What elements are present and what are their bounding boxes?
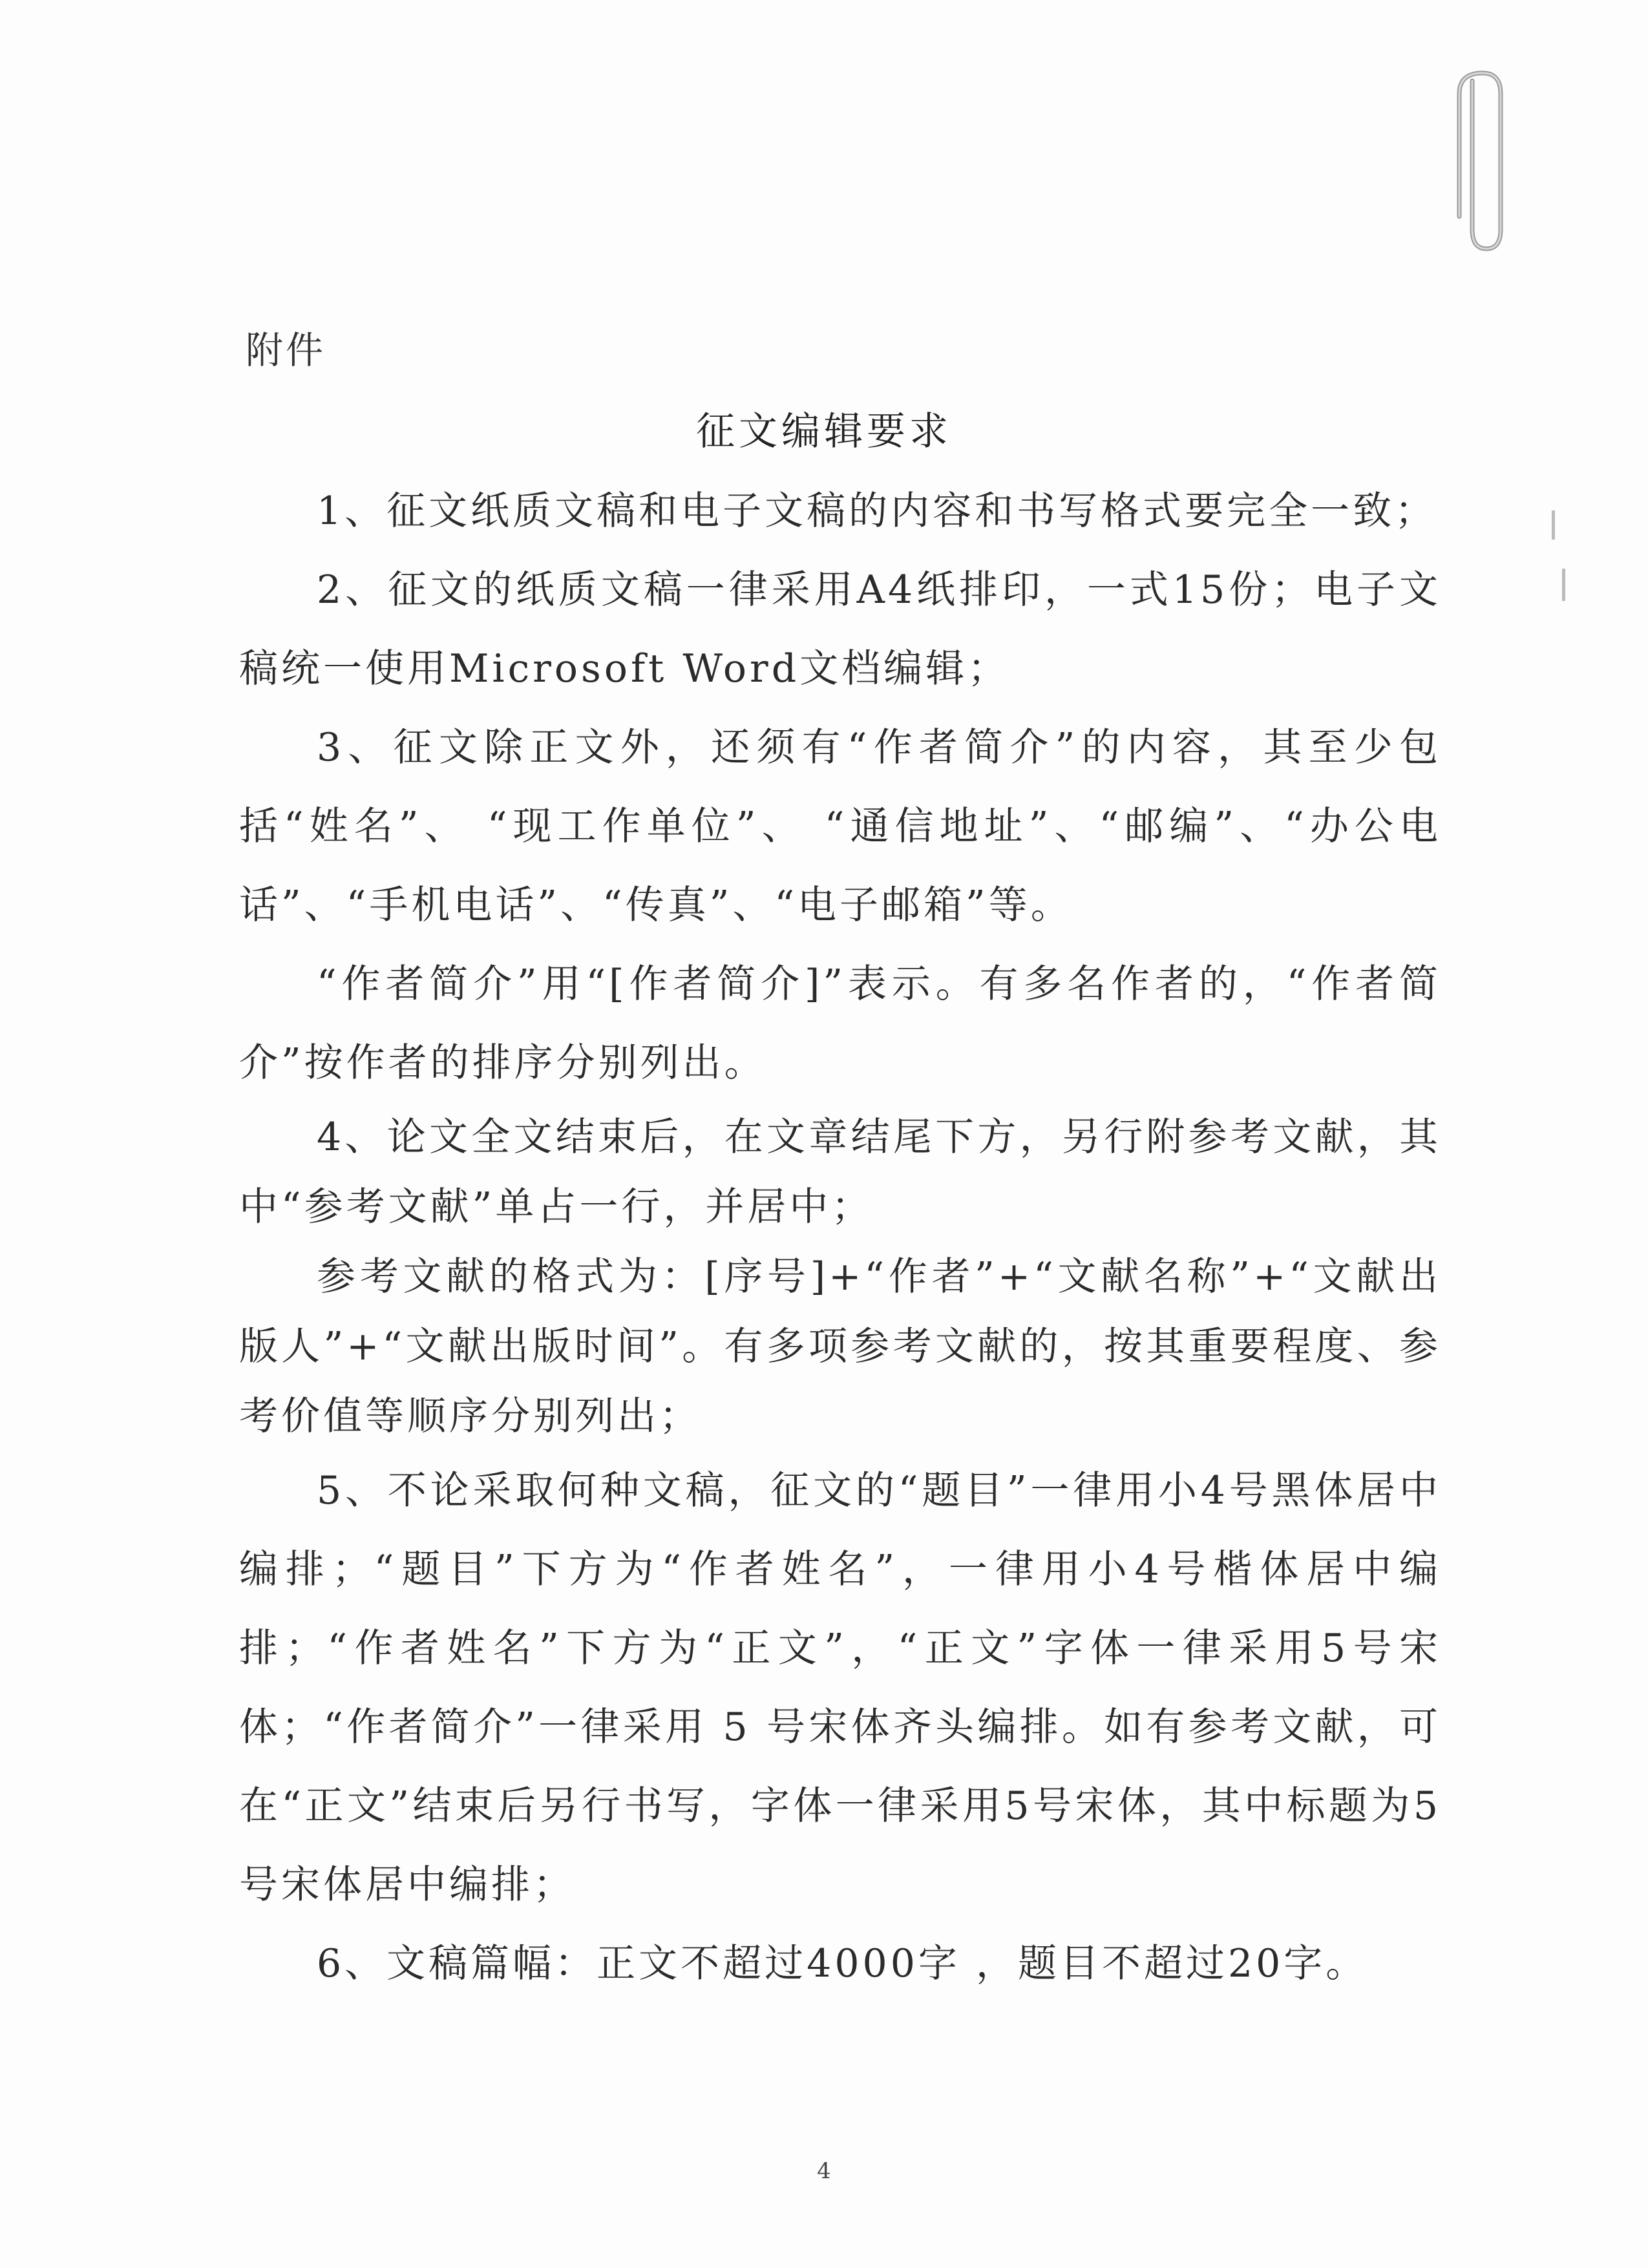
page-number: 4 [817, 2158, 831, 2184]
paragraph-5: 5、不论采取何种文稿，征文的“题目”一律用小4号黑体居中编排；“题目”下方为“作者姓名”，一律用小4号楷体居中编排；“作者姓名”下方为“正文”，“正文”字体一律采用5号宋体；“作者简介”一律采用 5 号宋体齐头编排。如有参考文献，可在“正文”结束后另行书写，字体一律采用5号宋体，其中标题为5号宋体居中编排； [239, 1468, 1441, 1907]
paperclip-icon [1446, 68, 1517, 255]
paragraph-1: 1、征文纸质文稿和电子文稿的内容和书写格式要完全一致； [317, 488, 1437, 534]
paragraph-3: 3、征文除正文外，还须有“作者简介”的内容，其至少包括“姓名”、 “现工作单位”、 “通信地址”、“邮编”、“办公电话”、“手机电话”、“传真”、“电子邮箱”等。 [239, 725, 1441, 928]
paragraph-reference-format: 参考文献的格式为：[序号]+“作者”+“文献名称”+“文献出版人”+“文献出版时间”。有多项参考文献的，按其重要程度、参考价值等顺序分别列出； [239, 1254, 1441, 1439]
paragraph-4: 4、论文全文结束后，在文章结尾下方，另行附参考文献，其中“参考文献”单占一行，并居中； [239, 1115, 1441, 1230]
paragraph-2: 2、征文的纸质文稿一律采用A4纸排印，一式15份；电子文稿统一使用Microsoft Word文档编辑； [239, 567, 1441, 691]
page-title: 征文编辑要求 [696, 409, 952, 454]
attachment-label: 附件 [246, 328, 326, 372]
paragraph-author-bio: “作者简介”用“[作者简介]”表示。有多名作者的，“作者简介”按作者的排序分别列出。 [239, 961, 1441, 1086]
document-body [239, 472, 1441, 2003]
paragraph-6: 6、文稿篇幅：正文不超过4000字 ，题目不超过20字。 [317, 1941, 1368, 1986]
scan-marks-icon [1548, 504, 1574, 607]
